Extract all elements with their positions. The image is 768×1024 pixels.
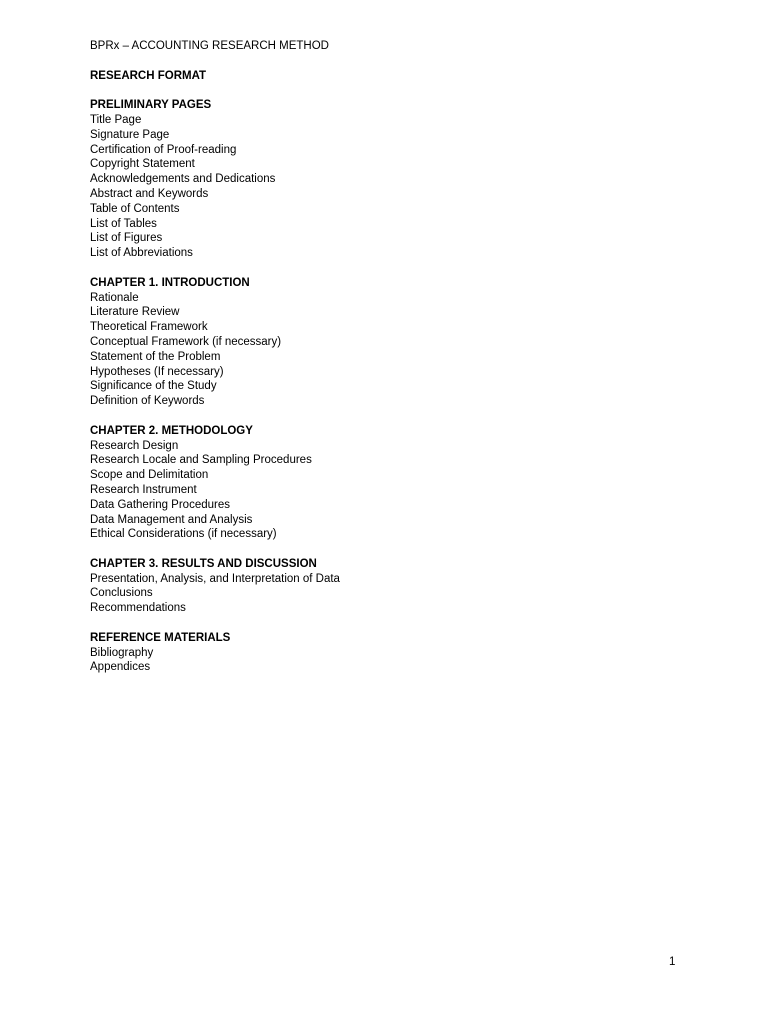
list-item: Significance of the Study <box>90 380 217 393</box>
list-item: Conceptual Framework (if necessary) <box>90 335 282 348</box>
list-item: Data Management and Analysis <box>90 513 253 526</box>
section-methodology <box>90 424 690 542</box>
list-item: Presentation, Analysis, and Interpretation of Data <box>90 572 340 585</box>
list-item: Conclusions <box>90 587 153 600</box>
list-item: Literature Review <box>90 306 180 319</box>
list-item: Signature Page <box>90 128 170 141</box>
section-heading: CHAPTER 2. METHODOLOGY <box>90 424 253 437</box>
section-heading: CHAPTER 1. INTRODUCTION <box>90 276 250 289</box>
list-item: Data Gathering Procedures <box>90 498 230 511</box>
section-introduction <box>90 276 690 409</box>
list-item: Title Page <box>90 113 142 126</box>
list-item: Theoretical Framework <box>90 321 208 334</box>
list-item: Definition of Keywords <box>90 395 205 408</box>
document-header: BPRx – ACCOUNTING RESEARCH METHOD <box>90 40 329 52</box>
list-item: Ethical Considerations (if necessary) <box>90 528 277 541</box>
list-item: Rationale <box>90 291 139 304</box>
section-results-and-discussion <box>90 557 690 616</box>
section-heading: PRELIMINARY PAGES <box>90 99 212 112</box>
list-item: Research Locale and Sampling Procedures <box>90 454 312 467</box>
list-item: Recommendations <box>90 602 186 615</box>
list-item: Bibliography <box>90 646 154 659</box>
list-item: List of Abbreviations <box>90 247 193 260</box>
list-item: Certification of Proof-reading <box>90 143 237 156</box>
list-item: Copyright Statement <box>90 158 195 171</box>
list-item: Scope and Delimitation <box>90 469 209 482</box>
list-item: Abstract and Keywords <box>90 187 209 200</box>
list-item: Hypotheses (If necessary) <box>90 365 224 378</box>
section-reference-materials <box>90 631 690 675</box>
section-heading: REFERENCE MATERIALS <box>90 631 231 644</box>
list-item: Research Design <box>90 439 179 452</box>
document-title: RESEARCH FORMAT <box>90 69 207 82</box>
list-item: Appendices <box>90 661 151 674</box>
document-content <box>90 39 690 690</box>
page-number: 1 <box>669 956 676 968</box>
list-item: Table of Contents <box>90 202 180 215</box>
section-heading: CHAPTER 3. RESULTS AND DISCUSSION <box>90 557 317 570</box>
list-item: Acknowledgements and Dedications <box>90 173 276 186</box>
list-item: Statement of the Problem <box>90 350 221 363</box>
list-item: Research Instrument <box>90 483 197 496</box>
list-item: List of Figures <box>90 232 163 245</box>
list-item: List of Tables <box>90 217 157 230</box>
section-preliminary-pages <box>90 98 690 261</box>
